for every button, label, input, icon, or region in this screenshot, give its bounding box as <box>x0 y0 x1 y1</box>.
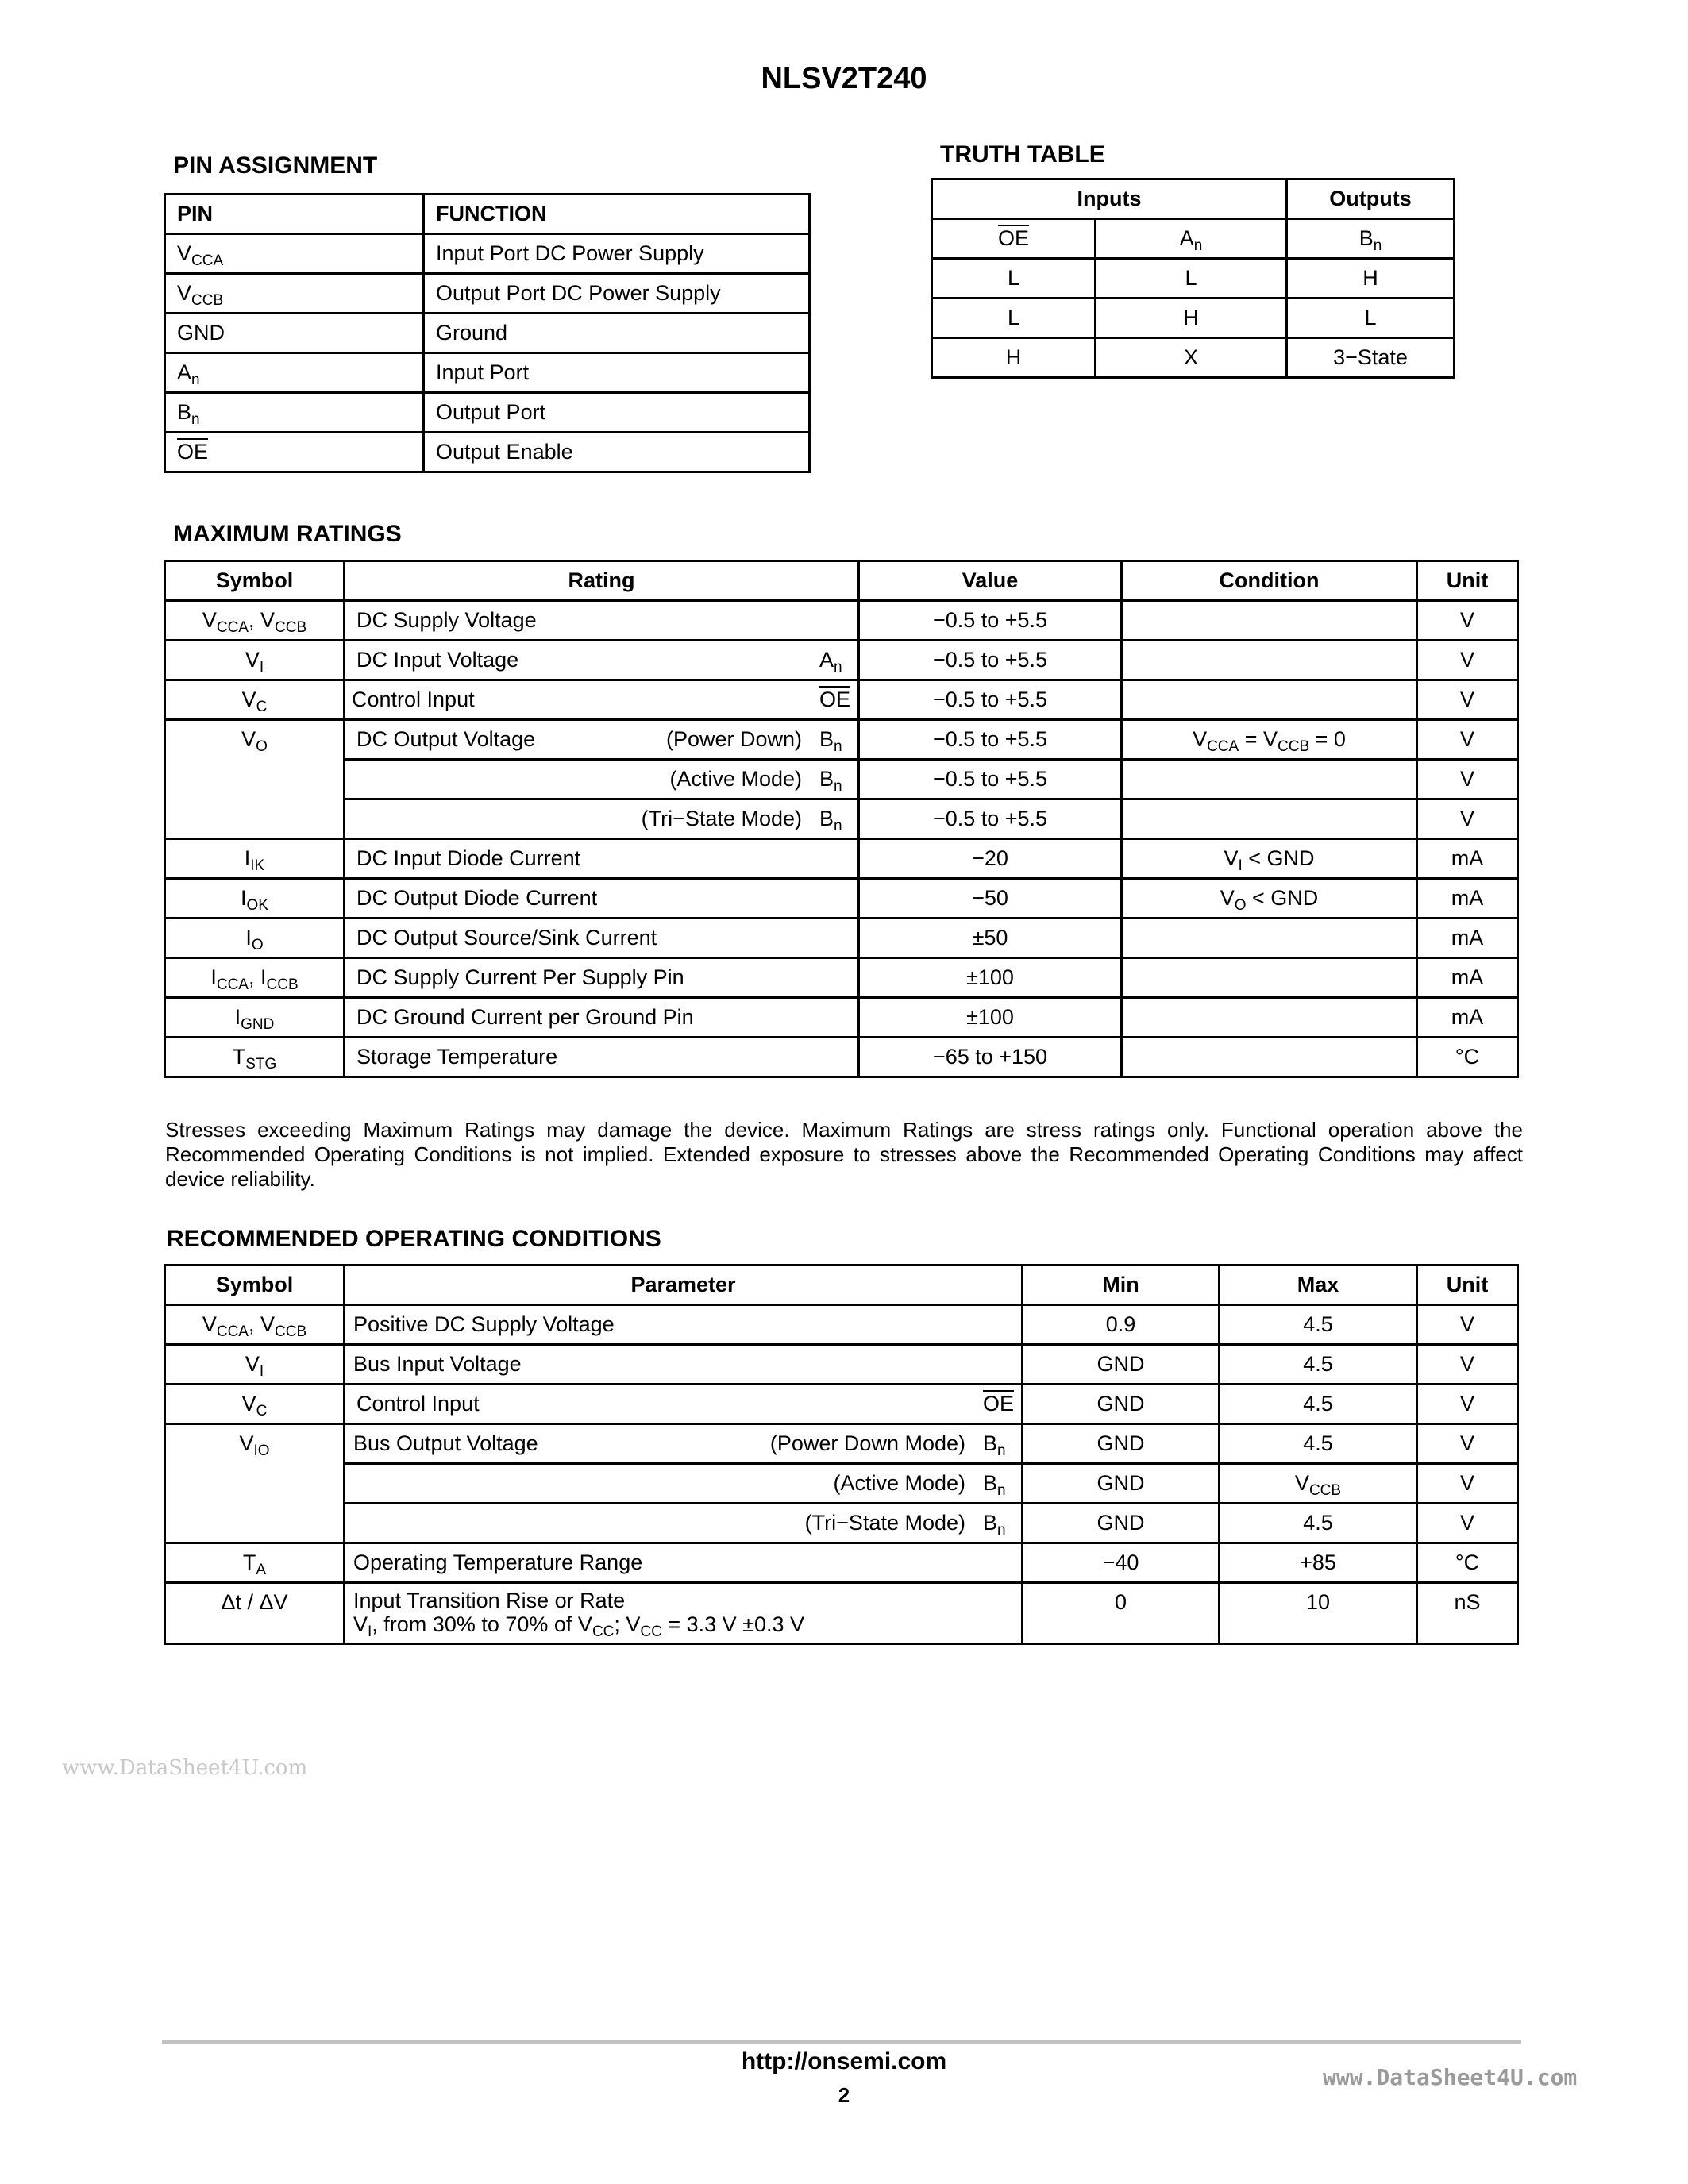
max-ratings-heading: MAXIMUM RATINGS <box>173 521 402 547</box>
bn-col-header: B <box>1358 226 1374 250</box>
unit-cell: V <box>1417 720 1518 760</box>
condition-cell <box>1122 958 1417 998</box>
table-row <box>165 879 1518 919</box>
table-row <box>165 234 810 274</box>
max-cell: +85 <box>1220 1543 1417 1583</box>
rating-cell: DC Output Diode Current <box>345 879 859 919</box>
pin-sub: CCB <box>191 292 224 309</box>
footer-rule <box>162 2040 1521 2044</box>
min-cell: GND <box>1023 1345 1220 1385</box>
max-cell: 4.5 <box>1220 1504 1417 1543</box>
max-cell: $V_{CCB}$ <box>1220 1464 1417 1504</box>
truth-table <box>931 178 1455 379</box>
table-row <box>165 760 1518 799</box>
symbol-col-header: Symbol <box>165 1265 345 1305</box>
truth-table-heading: TRUTH TABLE <box>940 141 1105 168</box>
min-cell: −40 <box>1023 1543 1220 1583</box>
condition-cell <box>1122 680 1417 720</box>
max-cell: 10 <box>1220 1583 1417 1644</box>
rating-cell: Control Input $\overline{OE}$ <box>345 680 859 720</box>
symbol-cell: $V_I$ <box>165 1345 345 1385</box>
pin-function: Output Port DC Power Supply <box>424 274 810 314</box>
symbol-cell: $I_O$ <box>165 919 345 958</box>
table-row <box>932 299 1455 338</box>
rating-cell: DC Output Voltage (Power Down) $B_n$ <box>345 720 859 760</box>
unit-cell: V <box>1417 1424 1518 1464</box>
rating-cell: DC Ground Current per Ground Pin <box>345 998 859 1038</box>
condition-cell <box>1122 760 1417 799</box>
value-cell: −0.5 to +5.5 <box>859 641 1122 680</box>
pin-function: Output Port <box>424 393 810 433</box>
max-cell: 4.5 <box>1220 1385 1417 1424</box>
table-row <box>165 433 810 472</box>
unit-cell: V <box>1417 1464 1518 1504</box>
value-col-header: Value <box>859 561 1122 601</box>
condition-cell: $V_I$ < GND <box>1122 839 1417 879</box>
unit-cell: mA <box>1417 919 1518 958</box>
value-cell: −0.5 to +5.5 <box>859 601 1122 641</box>
max-ratings-note: Stresses exceeding Maximum Ratings may damage the device. Maximum Ratings are stress ratings only. Functional operation above the Recommended Operating Conditions is not implied. Extended exposure to stresses above the Recommended Operating Conditions may affect device reliability. <box>165 1118 1523 1191</box>
pin-name: A <box>177 360 192 384</box>
condition-cell <box>1122 641 1417 680</box>
symbol-cell: $V_O$ <box>165 720 345 839</box>
pin-name: $\overline{OE}$ <box>177 440 209 464</box>
symbol-cell: $I_{OK}$ <box>165 879 345 919</box>
rating-cell: DC Supply Current Per Supply Pin <box>345 958 859 998</box>
condition-cell <box>1122 919 1417 958</box>
max-ratings-table <box>164 560 1519 1078</box>
table-row <box>932 338 1455 378</box>
cell-oe: H <box>932 338 1096 378</box>
table-row <box>165 680 1518 720</box>
rating-cell: (Active Mode) $B_n$ <box>345 760 859 799</box>
cell-bn: 3−State <box>1287 338 1455 378</box>
rating-cell: Storage Temperature <box>345 1038 859 1077</box>
unit-cell: mA <box>1417 839 1518 879</box>
symbol-cell: $I_{IK}$ <box>165 839 345 879</box>
cell-bn: H <box>1287 259 1455 299</box>
condition-cell <box>1122 601 1417 641</box>
pin-sub: n <box>191 372 200 388</box>
min-cell: GND <box>1023 1504 1220 1543</box>
unit-cell: V <box>1417 601 1518 641</box>
condition-cell <box>1122 799 1417 839</box>
unit-col-header: Unit <box>1417 1265 1518 1305</box>
cell-oe: L <box>932 259 1096 299</box>
table-row <box>165 1543 1518 1583</box>
pin-function: Output Enable <box>424 433 810 472</box>
max-col-header: Max <box>1220 1265 1417 1305</box>
table-row <box>165 919 1518 958</box>
symbol-cell: $V_C$ <box>165 680 345 720</box>
rating-cell: DC Supply Voltage <box>345 601 859 641</box>
min-cell: GND <box>1023 1385 1220 1424</box>
table-row <box>165 1345 1518 1385</box>
min-cell: 0.9 <box>1023 1305 1220 1345</box>
pin-function: Ground <box>424 314 810 353</box>
table-row <box>165 1464 1518 1504</box>
condition-cell <box>1122 1038 1417 1077</box>
pin-sub: CCA <box>191 252 224 269</box>
unit-cell: mA <box>1417 958 1518 998</box>
parameter-cell: (Tri−State Mode) $B_n$ <box>345 1504 1023 1543</box>
rec-op-table <box>164 1264 1519 1645</box>
symbol-col-header: Symbol <box>165 561 345 601</box>
value-cell: −65 to +150 <box>859 1038 1122 1077</box>
pin-name: V <box>177 241 192 265</box>
table-row <box>932 259 1455 299</box>
unit-cell: °C <box>1417 1543 1518 1583</box>
parameter-cell: Input Transition Rise or Rate $V_I$, from 30% to 70% of $V_{CC}$; $V_{CC} = 3.3$ V ±0.3 V <box>345 1583 1023 1644</box>
an-col-header: A <box>1179 226 1194 250</box>
condition-cell: $V_{CCA} = V_{CCB} = 0$ <box>1122 720 1417 760</box>
min-cell: GND <box>1023 1424 1220 1464</box>
rating-cell: (Tri−State Mode) $B_n$ <box>345 799 859 839</box>
cell-an: L <box>1096 259 1287 299</box>
symbol-cell: $T_A$ <box>165 1543 345 1583</box>
parameter-col-header: Parameter <box>345 1265 1023 1305</box>
table-row <box>165 839 1518 879</box>
parameter-cell: Control Input $\overline{OE}$ <box>345 1385 1023 1424</box>
rating-cell: DC Input Voltage $A_n$ <box>345 641 859 680</box>
value-cell: −0.5 to +5.5 <box>859 799 1122 839</box>
symbol-cell: $V_I$ <box>165 641 345 680</box>
value-cell: −0.5 to +5.5 <box>859 680 1122 720</box>
outputs-header: Outputs <box>1287 179 1455 219</box>
unit-cell: V <box>1417 680 1518 720</box>
unit-cell: V <box>1417 760 1518 799</box>
unit-cell: V <box>1417 1345 1518 1385</box>
symbol-cell: Δt / ΔV <box>165 1583 345 1644</box>
watermark-right: www.DataSheet4U.com <box>1323 2064 1578 2090</box>
rating-cell: DC Input Diode Current <box>345 839 859 879</box>
condition-cell: $V_O$ < GND <box>1122 879 1417 919</box>
table-row <box>165 958 1518 998</box>
pin-assignment-heading: PIN ASSIGNMENT <box>173 152 378 179</box>
cell-an: H <box>1096 299 1287 338</box>
parameter-cell: Bus Input Voltage <box>345 1345 1023 1385</box>
table-row <box>165 720 1518 760</box>
unit-cell: V <box>1417 1385 1518 1424</box>
inputs-header: Inputs <box>932 179 1287 219</box>
parameter-cell: (Active Mode) $B_n$ <box>345 1464 1023 1504</box>
cell-oe: L <box>932 299 1096 338</box>
condition-cell <box>1122 998 1417 1038</box>
table-row <box>165 393 810 433</box>
table-row <box>165 799 1518 839</box>
unit-cell: °C <box>1417 1038 1518 1077</box>
symbol-cell: $T_{STG}$ <box>165 1038 345 1077</box>
value-cell: ±100 <box>859 998 1122 1038</box>
symbol-cell: $V_{CCA}$, $V_{CCB}$ <box>165 601 345 641</box>
value-cell: −20 <box>859 839 1122 879</box>
parameter-cell: Operating Temperature Range <box>345 1543 1023 1583</box>
unit-cell: mA <box>1417 879 1518 919</box>
unit-cell: mA <box>1417 998 1518 1038</box>
value-cell: −0.5 to +5.5 <box>859 720 1122 760</box>
max-cell: 4.5 <box>1220 1424 1417 1464</box>
symbol-cell: $V_{IO}$ <box>165 1424 345 1543</box>
table-row <box>165 641 1518 680</box>
unit-cell: V <box>1417 799 1518 839</box>
condition-col-header: Condition <box>1122 561 1417 601</box>
pin-name: B <box>177 400 192 424</box>
an-sub: n <box>1193 237 1203 254</box>
value-cell: −50 <box>859 879 1122 919</box>
table-row <box>165 1583 1518 1644</box>
unit-cell: V <box>1417 641 1518 680</box>
unit-col-header: Unit <box>1417 561 1518 601</box>
value-cell: ±50 <box>859 919 1122 958</box>
rating-col-header: Rating <box>345 561 859 601</box>
symbol-cell: $I_{CCA}$, $I_{CCB}$ <box>165 958 345 998</box>
symbol-cell: $V_{CCA}$, $V_{CCB}$ <box>165 1305 345 1345</box>
cell-an: X <box>1096 338 1287 378</box>
min-cell: 0 <box>1023 1583 1220 1644</box>
oe-col-header: $\overline{OE}$ <box>997 226 1029 250</box>
table-row <box>165 1504 1518 1543</box>
unit-cell: V <box>1417 1504 1518 1543</box>
symbol-cell: $V_C$ <box>165 1385 345 1424</box>
page-title: NLSV2T240 <box>761 62 927 95</box>
parameter-cell: Bus Output Voltage (Power Down Mode) $B_n$ <box>345 1424 1023 1464</box>
watermark-left: www.DataSheet4U.com <box>62 1756 308 1780</box>
unit-cell: nS <box>1417 1583 1518 1644</box>
pin-function: Input Port <box>424 353 810 393</box>
symbol-cell: $I_{GND}$ <box>165 998 345 1038</box>
min-col-header: Min <box>1023 1265 1220 1305</box>
table-row <box>165 1385 1518 1424</box>
pin-function: Input Port DC Power Supply <box>424 234 810 274</box>
table-row <box>165 601 1518 641</box>
min-cell: GND <box>1023 1464 1220 1504</box>
unit-cell: V <box>1417 1305 1518 1345</box>
value-cell: −0.5 to +5.5 <box>859 760 1122 799</box>
table-row <box>165 998 1518 1038</box>
table-row <box>165 1424 1518 1464</box>
rec-op-heading: RECOMMENDED OPERATING CONDITIONS <box>167 1226 661 1252</box>
function-col-header: FUNCTION <box>424 195 810 234</box>
pin-assignment-table <box>164 193 811 473</box>
table-row <box>165 353 810 393</box>
table-row <box>165 274 810 314</box>
max-cell: 4.5 <box>1220 1305 1417 1345</box>
pin-name: GND <box>165 314 424 353</box>
parameter-cell: Positive DC Supply Voltage <box>345 1305 1023 1345</box>
table-row <box>165 1038 1518 1077</box>
value-cell: ±100 <box>859 958 1122 998</box>
footer-url[interactable]: http://onsemi.com <box>741 2048 947 2074</box>
table-row <box>165 1305 1518 1345</box>
pin-col-header: PIN <box>165 195 424 234</box>
cell-bn: L <box>1287 299 1455 338</box>
max-cell: 4.5 <box>1220 1345 1417 1385</box>
page-number: 2 <box>838 2083 850 2107</box>
bn-sub: n <box>1373 237 1382 254</box>
pin-name: V <box>177 281 192 305</box>
pin-sub: n <box>191 411 200 428</box>
rating-cell: DC Output Source/Sink Current <box>345 919 859 958</box>
table-row <box>165 314 810 353</box>
